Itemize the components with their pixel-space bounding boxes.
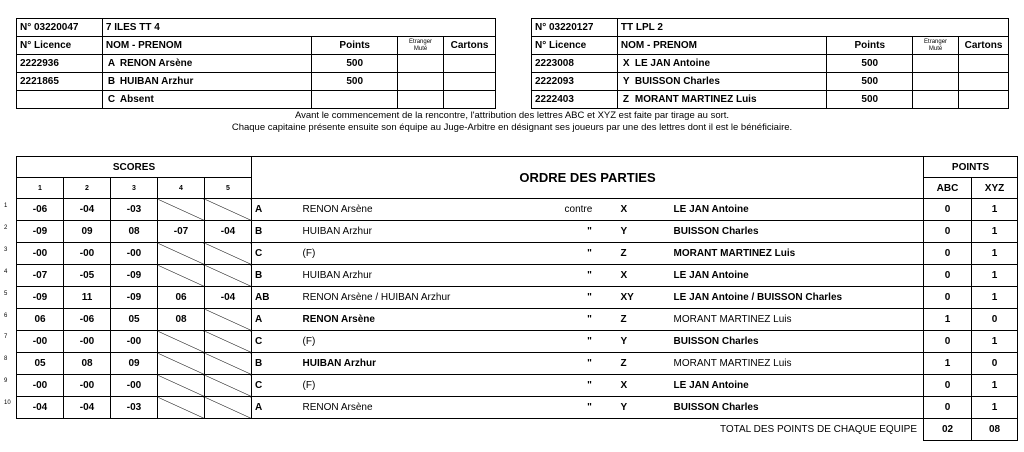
set-score [158, 265, 205, 287]
notice-line-1: Avant le commencement de la rencontre, l'attribution des lettres ABC et XYZ est faite par tirage au sort. [294, 110, 730, 121]
set-score [205, 353, 252, 375]
player2-name: LE JAN Antoine [671, 199, 924, 221]
set-score: -03 [111, 199, 158, 221]
points-abc: 0 [924, 331, 972, 353]
player1-letter: C [252, 331, 300, 353]
player-name-cell [102, 73, 311, 91]
set-score: 09 [111, 353, 158, 375]
scores-title: SCORES [17, 157, 252, 178]
set-header: 1 [17, 178, 64, 199]
set-score: -07 [17, 265, 64, 287]
points-abc: 0 [924, 375, 972, 397]
player1-name: RENON Arsène [300, 397, 562, 419]
row-number: 8 [4, 356, 8, 363]
match-row [17, 375, 1018, 397]
etranger-mute-cell [913, 55, 959, 73]
player2-name: LE JAN Antoine / BUISSON Charles [671, 287, 924, 309]
set-header: 5 [205, 178, 252, 199]
points-header: Points [312, 37, 398, 55]
points-abc: 0 [924, 221, 972, 243]
points-xyz: 1 [972, 199, 1018, 221]
notice-line-2: Chaque capitaine présente ensuite son équipe au Juge-Arbitre en désignant ses joueurs par une des lettres dont il est le bénéficiaire. [231, 122, 793, 133]
versus: " [562, 331, 618, 353]
cartons-cell [444, 73, 496, 91]
player1-letter: A [252, 309, 300, 331]
cartons-cell [959, 73, 1009, 91]
set-score: -05 [64, 265, 111, 287]
player-points: 500 [312, 73, 398, 91]
player1-letter: A [252, 397, 300, 419]
player1-letter: C [252, 243, 300, 265]
points-xyz: 1 [972, 221, 1018, 243]
player-name-cell [102, 91, 311, 109]
row-number: 4 [4, 268, 8, 275]
player2-name: MORANT MARTINEZ Luis [671, 353, 924, 375]
player2-letter: Y [618, 221, 671, 243]
cartons-cell [959, 91, 1009, 109]
points-xyz: 1 [972, 287, 1018, 309]
total-label: TOTAL DES POINTS DE CHAQUE EQUIPE [17, 419, 924, 441]
player-name-cell [617, 91, 827, 109]
set-header: 4 [158, 178, 205, 199]
player1-name: (F) [300, 243, 562, 265]
set-score: 06 [158, 287, 205, 309]
player-licence: 2222936 [17, 55, 103, 73]
set-score: -04 [205, 221, 252, 243]
cartons-header: Cartons [444, 37, 496, 55]
player2-name: MORANT MARTINEZ Luis [671, 309, 924, 331]
points-xyz: 0 [972, 353, 1018, 375]
set-score: -06 [64, 309, 111, 331]
cartons-cell [959, 55, 1009, 73]
player-name: BUISSON Charles [634, 76, 720, 87]
set-score [158, 331, 205, 353]
name-header: NOM - PRENOM [617, 37, 827, 55]
player-points: 500 [827, 91, 913, 109]
etranger-mute-cell [913, 73, 959, 91]
versus: " [562, 375, 618, 397]
player-licence [17, 91, 103, 109]
team-left-table [16, 18, 496, 109]
player2-letter: XY [618, 287, 671, 309]
set-score: -09 [17, 287, 64, 309]
set-score [205, 309, 252, 331]
row-number: 6 [4, 312, 8, 319]
set-score: 06 [17, 309, 64, 331]
set-score: -04 [17, 397, 64, 419]
player1-name: (F) [300, 331, 562, 353]
versus: contre [562, 199, 618, 221]
player-row [532, 55, 1009, 73]
versus: " [562, 353, 618, 375]
player1-name: HUIBAN Arzhur [300, 353, 562, 375]
set-score [205, 265, 252, 287]
set-score: -07 [158, 221, 205, 243]
versus: " [562, 265, 618, 287]
player1-name: RENON Arsène / HUIBAN Arzhur [300, 287, 562, 309]
player1-letter: C [252, 375, 300, 397]
set-score: -00 [17, 243, 64, 265]
player2-name: LE JAN Antoine [671, 265, 924, 287]
points-xyz: 1 [972, 397, 1018, 419]
licence-header: N° Licence [532, 37, 618, 55]
player1-letter: B [252, 265, 300, 287]
versus: " [562, 243, 618, 265]
player2-name: BUISSON Charles [671, 331, 924, 353]
points-xyz: 1 [972, 375, 1018, 397]
player-licence: 2222403 [532, 91, 618, 109]
etranger-mute-cell [913, 91, 959, 109]
set-score: 08 [64, 353, 111, 375]
set-score [158, 375, 205, 397]
player2-letter: Y [618, 397, 671, 419]
player2-letter: Y [618, 331, 671, 353]
player2-name: LE JAN Antoine [671, 375, 924, 397]
player-row [532, 73, 1009, 91]
etranger-mute-cell [398, 55, 444, 73]
points-abc: 1 [924, 353, 972, 375]
set-score: -09 [111, 265, 158, 287]
player2-name: MORANT MARTINEZ Luis [671, 243, 924, 265]
versus: " [562, 309, 618, 331]
match-row [17, 287, 1018, 309]
player-row [17, 55, 496, 73]
set-score: 05 [111, 309, 158, 331]
match-row [17, 309, 1018, 331]
points-abc: 0 [924, 243, 972, 265]
player1-name: RENON Arsène [300, 309, 562, 331]
xyz-header: XYZ [972, 178, 1018, 199]
player2-letter: Z [618, 353, 671, 375]
team-number: N° 03220127 [532, 19, 618, 37]
player-letter: A [107, 58, 116, 69]
player-licence: 2222093 [532, 73, 618, 91]
player-letter: C [107, 94, 116, 105]
match-table [16, 156, 1018, 441]
team-right-table [531, 18, 1009, 109]
player-points: 500 [827, 73, 913, 91]
set-score: -00 [111, 243, 158, 265]
versus: " [562, 221, 618, 243]
player-points [312, 91, 398, 109]
set-score: -00 [64, 331, 111, 353]
points-xyz: 0 [972, 309, 1018, 331]
match-row [17, 331, 1018, 353]
player-name: HUIBAN Arzhur [119, 76, 194, 87]
points-abc: 0 [924, 265, 972, 287]
team-name: 7 ILES TT 4 [102, 19, 495, 37]
set-score: -03 [111, 397, 158, 419]
licence-header: N° Licence [17, 37, 103, 55]
player-name-cell [617, 73, 827, 91]
set-header: 3 [111, 178, 158, 199]
set-score [205, 243, 252, 265]
player-letter: Y [622, 76, 630, 87]
points-title: POINTS [924, 157, 1018, 178]
player2-letter: Z [618, 309, 671, 331]
player1-name: HUIBAN Arzhur [300, 265, 562, 287]
points-abc: 1 [924, 309, 972, 331]
player-points: 500 [827, 55, 913, 73]
player2-letter: X [618, 199, 671, 221]
player-name: RENON Arsène [119, 58, 193, 69]
cartons-cell [444, 55, 496, 73]
player-letter: Z [622, 94, 629, 105]
points-abc: 0 [924, 397, 972, 419]
set-score: -00 [111, 331, 158, 353]
points-abc: 0 [924, 287, 972, 309]
etranger-mute-header: Etranger Muté [913, 37, 959, 55]
match-row [17, 221, 1018, 243]
versus: " [562, 397, 618, 419]
player2-name: BUISSON Charles [671, 397, 924, 419]
player2-letter: X [618, 375, 671, 397]
row-number: 3 [4, 246, 8, 253]
match-row [17, 353, 1018, 375]
row-number: 5 [4, 290, 8, 297]
set-score: 09 [64, 221, 111, 243]
player-licence: 2221865 [17, 73, 103, 91]
player2-name: BUISSON Charles [671, 221, 924, 243]
total-abc: 02 [924, 419, 972, 441]
set-header: 2 [64, 178, 111, 199]
name-header: NOM - PRENOM [102, 37, 311, 55]
player-row [532, 91, 1009, 109]
player-name: Absent [119, 94, 154, 105]
player1-letter: A [252, 199, 300, 221]
player2-letter: Z [618, 243, 671, 265]
set-score: -06 [17, 199, 64, 221]
cartons-header: Cartons [959, 37, 1009, 55]
points-header: Points [827, 37, 913, 55]
set-score: 08 [111, 221, 158, 243]
cartons-cell [444, 91, 496, 109]
player-row [17, 73, 496, 91]
versus: " [562, 287, 618, 309]
player-name: LE JAN Antoine [634, 58, 711, 69]
set-score: 08 [158, 309, 205, 331]
player1-name: HUIBAN Arzhur [300, 221, 562, 243]
order-title: ORDRE DES PARTIES [252, 157, 924, 199]
row-number: 2 [4, 224, 8, 231]
set-score [205, 397, 252, 419]
row-number: 1 [4, 203, 8, 209]
player-licence: 2223008 [532, 55, 618, 73]
points-xyz: 1 [972, 331, 1018, 353]
set-score: 11 [64, 287, 111, 309]
points-xyz: 1 [972, 243, 1018, 265]
player-row [17, 91, 496, 109]
match-row [17, 397, 1018, 419]
set-score: -00 [111, 375, 158, 397]
set-score: -00 [64, 375, 111, 397]
match-row [17, 199, 1018, 221]
set-score [158, 243, 205, 265]
player-name: MORANT MARTINEZ Luis [634, 94, 757, 105]
player2-letter: X [618, 265, 671, 287]
set-score: -00 [64, 243, 111, 265]
etranger-mute-header: Etranger Muté [398, 37, 444, 55]
set-score [205, 375, 252, 397]
set-score [158, 397, 205, 419]
etranger-mute-cell [398, 91, 444, 109]
player-letter: B [107, 76, 116, 87]
points-xyz: 1 [972, 265, 1018, 287]
set-score [205, 199, 252, 221]
player1-name: RENON Arsène [300, 199, 562, 221]
total-xyz: 08 [972, 419, 1018, 441]
player-points: 500 [312, 55, 398, 73]
player1-name: (F) [300, 375, 562, 397]
team-number: N° 03220047 [17, 19, 103, 37]
set-score: 05 [17, 353, 64, 375]
set-score: -04 [205, 287, 252, 309]
match-row [17, 265, 1018, 287]
player-name-cell [102, 55, 311, 73]
player-name-cell [617, 55, 827, 73]
set-score: -00 [17, 331, 64, 353]
abc-header: ABC [924, 178, 972, 199]
set-score: -04 [64, 199, 111, 221]
set-score: -09 [17, 221, 64, 243]
player1-letter: B [252, 353, 300, 375]
set-score [205, 331, 252, 353]
player1-letter: B [252, 221, 300, 243]
set-score: -00 [17, 375, 64, 397]
row-number: 9 [4, 378, 8, 385]
set-score [158, 353, 205, 375]
row-number: 10 [4, 400, 11, 407]
set-score: -09 [111, 287, 158, 309]
etranger-mute-cell [398, 73, 444, 91]
team-name: TT LPL 2 [617, 19, 1008, 37]
player1-letter: AB [252, 287, 300, 309]
set-score [158, 199, 205, 221]
points-abc: 0 [924, 199, 972, 221]
match-row [17, 243, 1018, 265]
player-letter: X [622, 58, 630, 69]
set-score: -04 [64, 397, 111, 419]
row-number: 7 [4, 334, 8, 341]
